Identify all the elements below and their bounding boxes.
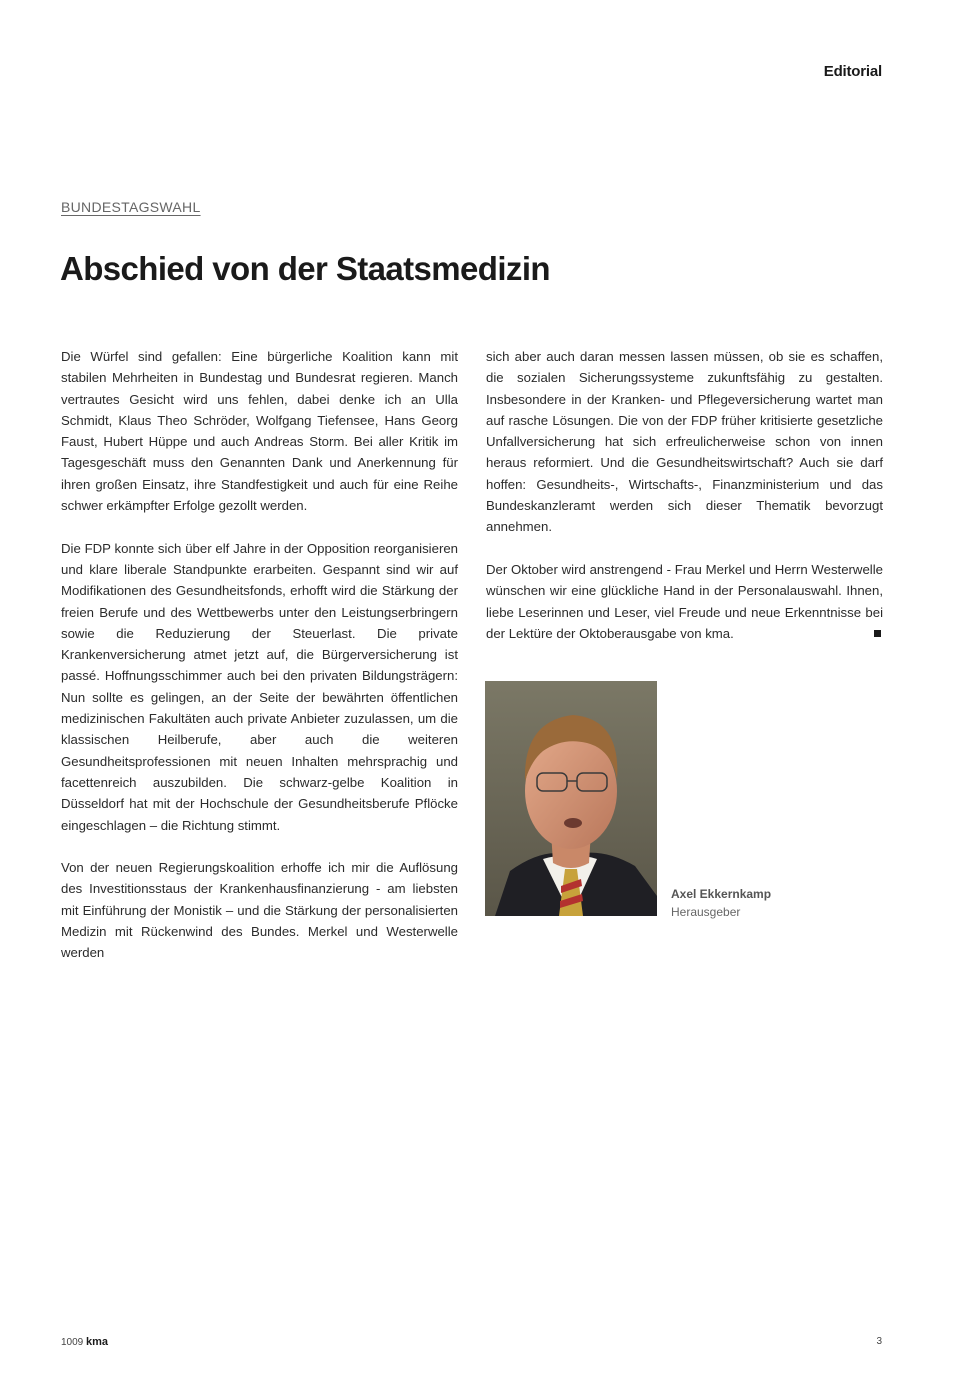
- article-column-right: [486, 346, 883, 665]
- author-photo: [485, 681, 657, 916]
- article-paragraph: Die FDP konnte sich über elf Jahre in der Opposition reorganisieren und klare liberale Standpunkte erarbeiten. Gespannt sind wir auf Modifikationen des Gesundheitsfonds, erhofft wird die Stärkung der freien Berufe und des Wettbewerbs unter den Leistungserbringern sowie die Reduzierung der Steuerlast. Die private Krankenversicherung atmet jetzt auf, die Bürgerversicherung ist passé. Hoffnungsschimmer auch bei den privaten Bildungsträgern: Nun sollte es gelingen, an der Seite der bewährten öffentlichen medizinischen Fakultäten auch private Anbieter zuzulassen, um die klassischen Heilberufe, aber auch die weiteren Gesundheitsprofessionen mit neuen Inhalten mehrsprachig und facettenreich auszubilden. Die schwarz-gelbe Koalition in Düsseldorf hat mit der Hochschule der Gesundheitsberufe Pflöcke eingeschlagen – die Richtung stimmt.: [61, 540, 458, 833]
- footer-issue: [61, 1336, 108, 1348]
- article-paragraph-text: Der Oktober wird anstrengend - Frau Merkel und Herrn Westerwelle wünschen wir eine glückliche Hand in der Personalauswahl. Ihnen, liebe Leserinnen und Leser, viel Freude und neue Erkenntnisse bei der Lektüre der Oktoberausgabe von kma.: [486, 561, 883, 641]
- article-paragraph: Von der neuen Regierungskoalition erhoffe ich mir die Auflösung des Investitionsstaus der Krankenhausfinanzierung - am liebsten mit Einführung der Monistik – und die Stärkung der personalisierten Medizin mit Rückenwind des Bundes. Merkel und Westerwelle werden: [61, 860, 458, 961]
- issue-number: 1009: [61, 1337, 84, 1348]
- article-column-left: [61, 346, 458, 985]
- article-paragraph: Die Würfel sind gefallen: Eine bürgerliche Koalition kann mit stabilen Mehrheiten in Bundestag und Bundesrat regieren. Manch vertrautes Gesicht wird uns fehlen, dabei denke ich an Ulla Schmidt, Klaus Theo Schröder, Wolfgang Tiefensee, Hans Georg Faust, Hubert Hüppe und auch Andreas Storm. Bei aller Kritik im Tagesgeschäft muss den Genannten Dank und Anerkennung für ihren großen Einsatz, ihre Standfestigkeit und auch für eine Reihe schwer erkämpfter Erfolge gezollt werden.: [61, 349, 458, 514]
- author-name: Axel Ekkernkamp: [671, 887, 772, 901]
- magazine-brand: kma: [86, 1336, 109, 1348]
- article-paragraph-final: [486, 559, 883, 644]
- article-title: Abschied von der Staatsmedizin: [60, 250, 550, 287]
- end-of-article-mark: [874, 630, 881, 637]
- author-role: Herausgeber: [671, 905, 741, 919]
- page-number: 3: [876, 1336, 882, 1347]
- section-label: Editorial: [823, 63, 882, 80]
- author-portrait-image: [485, 681, 657, 916]
- article-paragraph: sich aber auch daran messen lassen müssen, ob sie es schaffen, die sozialen Sicherungssysteme zukunftsfähig zu gestalten. Insbesondere in der Kranken- und Pflegeversicherung wartet man auf rasche Lösungen. Die von der FDP früher kritisierte gesetzliche Unfallversicherung hat sich erfreulicherweise schon von innen heraus reformiert. Und die Gesundheitswirtschaft? Auch sie darf hoffen: Gesundheits-, Wirtschafts-, Finanzministerium und das Bundeskanzleramt werden sich dieser Thematik bevorzugt annehmen.: [486, 349, 883, 535]
- article-kicker: BUNDESTAGSWAHL: [61, 199, 201, 215]
